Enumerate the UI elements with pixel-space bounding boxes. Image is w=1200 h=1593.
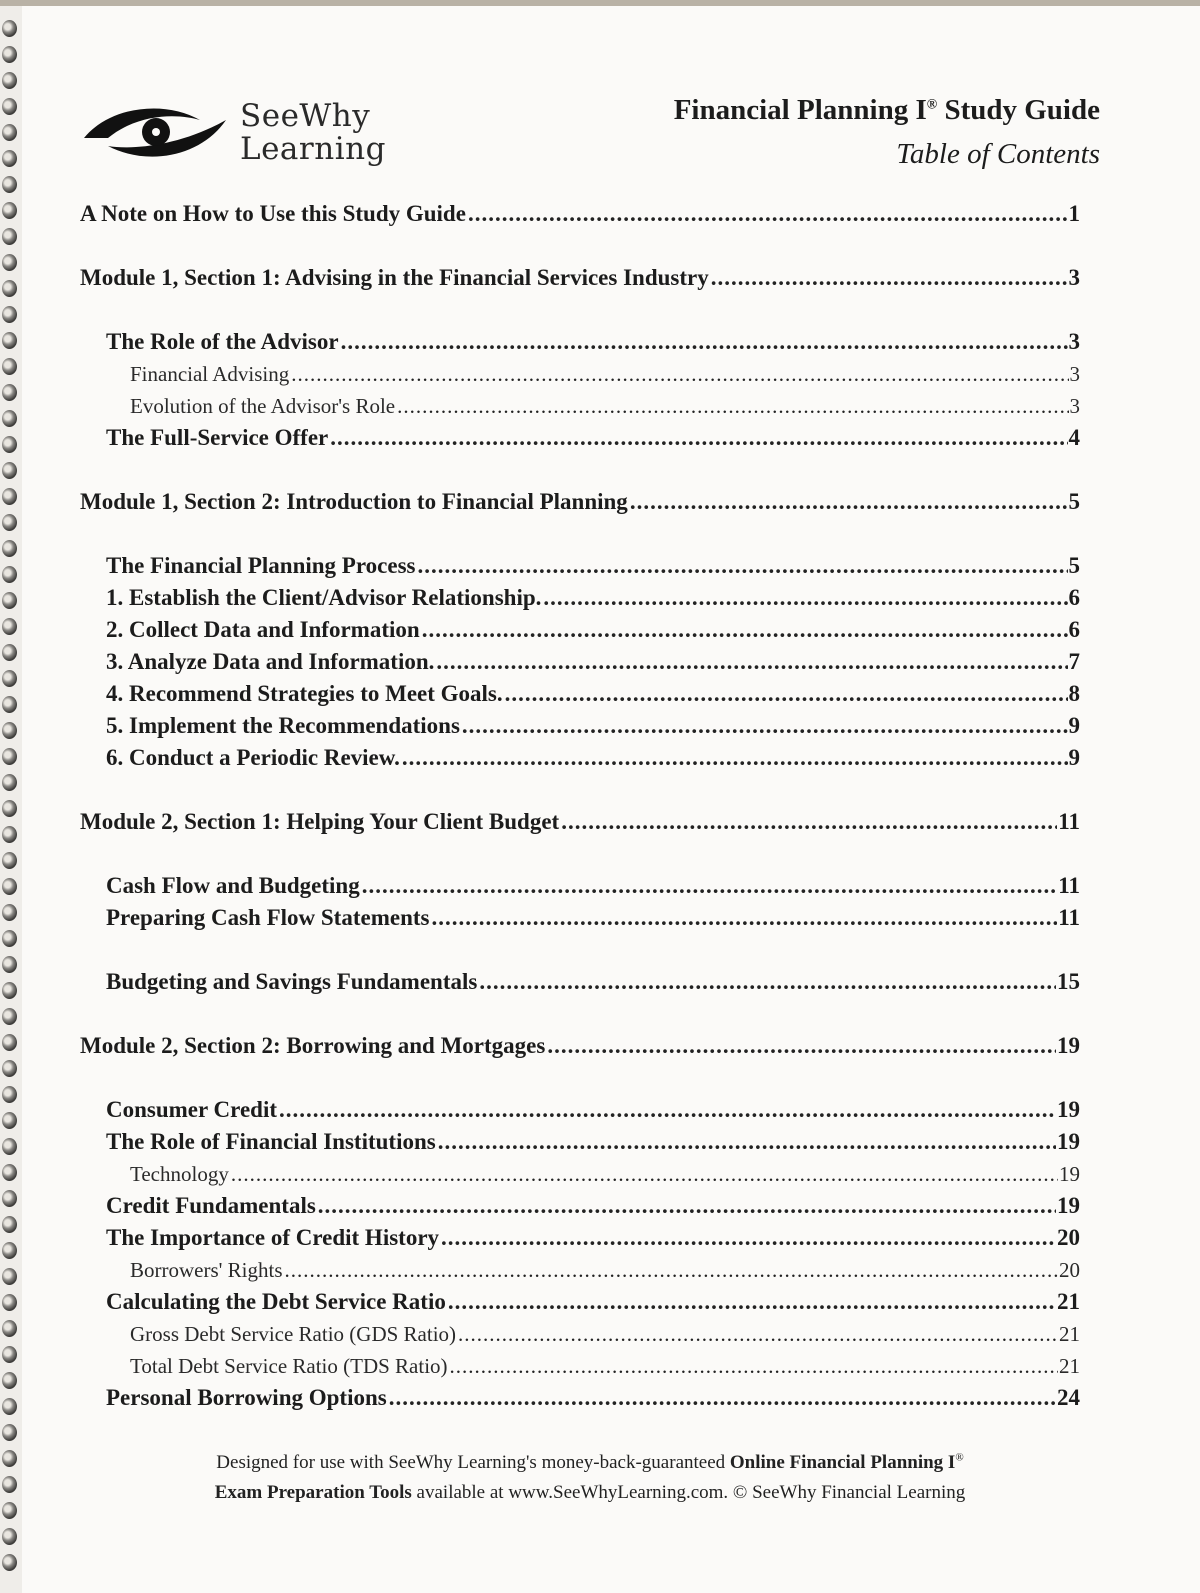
toc-dot-leader xyxy=(450,1352,1058,1380)
toc-entry-title: The Full-Service Offer xyxy=(106,425,329,450)
spiral-coil xyxy=(2,670,17,687)
toc-entry-page: 15 xyxy=(1057,969,1080,994)
toc-entry xyxy=(80,424,1080,454)
toc-dot-leader xyxy=(318,1192,1056,1220)
spiral-coil xyxy=(2,878,17,895)
title-suffix: Study Guide xyxy=(937,94,1100,126)
spiral-binding xyxy=(0,20,24,1580)
spiral-coil xyxy=(2,1372,17,1389)
toc-entry-page: 11 xyxy=(1058,905,1080,930)
spiral-coil xyxy=(2,306,17,323)
toc-entry-page: 11 xyxy=(1058,873,1080,898)
toc-dot-leader xyxy=(341,328,1068,356)
logo-line-2: Learning xyxy=(240,131,386,167)
toc-entry-title: Evolution of the Advisor's Role xyxy=(130,394,396,418)
toc-entry-page: 24 xyxy=(1057,1385,1080,1410)
toc-entry-title: 2. Collect Data and Information xyxy=(106,617,420,642)
spiral-coil xyxy=(2,930,17,947)
toc-dot-leader xyxy=(711,264,1068,292)
spiral-coil xyxy=(2,176,17,193)
spiral-coil xyxy=(2,618,17,635)
spiral-coil xyxy=(2,774,17,791)
footer-tools-name: Exam Preparation Tools xyxy=(214,1482,412,1503)
footer-line-1-text: Designed for use with SeeWhy Learning's money-back-guaranteed xyxy=(216,1452,730,1473)
toc-entry-page: 8 xyxy=(1068,681,1080,706)
toc-entry-title: Module 1, Section 1: Advising in the Financial Services Industry xyxy=(80,265,709,290)
toc-entry xyxy=(80,360,1080,390)
toc-entry-page: 19 xyxy=(1059,1162,1080,1186)
toc-entry-title: Module 2, Section 2: Borrowing and Mortgages xyxy=(80,1033,546,1058)
toc-entry-title: Module 1, Section 2: Introduction to Financial Planning xyxy=(80,489,628,514)
toc-entry-page: 6 xyxy=(1068,585,1080,610)
eye-icon xyxy=(80,98,230,168)
toc-dot-leader xyxy=(417,552,1067,580)
toc-entry-title: Preparing Cash Flow Statements xyxy=(106,905,430,930)
spiral-coil xyxy=(2,1242,17,1259)
toc-entry xyxy=(80,552,1080,582)
spiral-coil xyxy=(2,228,17,245)
footer-product-name: Online Financial Planning I xyxy=(729,1452,956,1473)
spiral-coil xyxy=(2,1216,17,1233)
toc-entry-title: Gross Debt Service Ratio (GDS Ratio) xyxy=(130,1322,457,1346)
spiral-coil xyxy=(2,1138,17,1155)
toc-entry-page: 1 xyxy=(1068,201,1080,226)
toc-dot-leader xyxy=(330,424,1067,452)
toc-dot-leader xyxy=(285,1256,1058,1284)
toc-entry-title: The Role of Financial Institutions xyxy=(106,1129,436,1154)
toc-entry-page: 9 xyxy=(1068,745,1080,770)
toc-entry-title: 4. Recommend Strategies to Meet Goals. xyxy=(106,681,503,706)
spiral-coil xyxy=(2,696,17,713)
spiral-coil xyxy=(2,852,17,869)
spiral-coil xyxy=(2,1112,17,1129)
toc-dot-leader xyxy=(291,360,1068,388)
spiral-coil xyxy=(2,1190,17,1207)
spiral-coil xyxy=(2,540,17,557)
toc-dot-leader xyxy=(479,968,1056,996)
toc-entry-page: 3 xyxy=(1069,394,1080,418)
footer-line-2 xyxy=(60,1478,1120,1508)
toc-entry-title: Financial Advising xyxy=(130,362,290,386)
toc-entry-title: The Importance of Credit History xyxy=(106,1225,440,1250)
spiral-coil xyxy=(2,1086,17,1103)
toc-dot-leader xyxy=(505,680,1068,708)
toc-dot-leader xyxy=(397,392,1068,420)
toc-entry-page: 5 xyxy=(1068,553,1080,578)
toc-entry xyxy=(80,1128,1080,1158)
logo-line-1: SeeWhy xyxy=(240,98,371,134)
spiral-coil xyxy=(2,1268,17,1285)
toc-entry xyxy=(80,904,1080,934)
toc-entry-title: 1. Establish the Client/Advisor Relationship. xyxy=(106,585,542,610)
spiral-coil xyxy=(2,1164,17,1181)
spiral-coil xyxy=(2,748,17,765)
spiral-coil xyxy=(2,800,17,817)
toc-dot-leader xyxy=(468,200,1068,228)
toc-dot-leader xyxy=(436,648,1067,676)
toc-dot-leader xyxy=(561,808,1057,836)
spiral-coil xyxy=(2,1398,17,1415)
toc-dot-leader xyxy=(438,1128,1056,1156)
toc-entry-page: 3 xyxy=(1068,265,1080,290)
spiral-coil xyxy=(2,566,17,583)
toc-entry-title: Personal Borrowing Options xyxy=(106,1385,387,1410)
toc-entry xyxy=(80,680,1080,710)
toc-entry xyxy=(80,744,1080,774)
spiral-coil xyxy=(2,1034,17,1051)
spiral-coil xyxy=(2,20,17,37)
page-footer xyxy=(60,1448,1120,1508)
toc-entry-title: Technology xyxy=(130,1162,229,1186)
toc-entry xyxy=(80,1256,1080,1286)
toc-dot-leader xyxy=(441,1224,1056,1252)
spiral-coil xyxy=(2,462,17,479)
spiral-coil xyxy=(2,150,17,167)
toc-entry-title: Calculating the Debt Service Ratio xyxy=(106,1289,446,1314)
spiral-coil xyxy=(2,1008,17,1025)
spiral-coil xyxy=(2,332,17,349)
toc-dot-leader xyxy=(402,744,1068,772)
spiral-coil xyxy=(2,124,17,141)
toc-entry-title: A Note on How to Use this Study Guide xyxy=(80,201,466,226)
spiral-coil xyxy=(2,436,17,453)
document-subtitle: Table of Contents xyxy=(896,138,1100,170)
toc-entry xyxy=(80,488,1080,518)
toc-entry-title: 6. Conduct a Periodic Review. xyxy=(106,745,400,770)
spiral-coil xyxy=(2,1060,17,1077)
toc-entry xyxy=(80,328,1080,358)
footer-registered-mark: ® xyxy=(955,1451,964,1464)
spiral-coil xyxy=(2,1554,17,1571)
spiral-coil xyxy=(2,982,17,999)
toc-entry xyxy=(80,1192,1080,1222)
toc-entry xyxy=(80,648,1080,678)
spiral-coil xyxy=(2,202,17,219)
toc-entry xyxy=(80,616,1080,646)
toc-dot-leader xyxy=(462,712,1068,740)
toc-entry xyxy=(80,808,1080,838)
toc-entry-page: 3 xyxy=(1068,329,1080,354)
spiral-coil xyxy=(2,46,17,63)
toc-entry xyxy=(80,392,1080,422)
spiral-coil xyxy=(2,956,17,973)
toc-entry-title: Total Debt Service Ratio (TDS Ratio) xyxy=(130,1354,448,1378)
toc-entry-page: 19 xyxy=(1057,1129,1080,1154)
toc-entry xyxy=(80,1032,1080,1062)
toc-dot-leader xyxy=(543,584,1067,612)
footer-line-1 xyxy=(60,1448,1120,1478)
spiral-coil xyxy=(2,384,17,401)
toc-entry-title: Module 2, Section 1: Helping Your Client Budget xyxy=(80,809,560,834)
toc-entry xyxy=(80,1224,1080,1254)
spiral-coil xyxy=(2,1424,17,1441)
footer-line-2-text: available at www.SeeWhyLearning.com. © SeeWhy Financial Learning xyxy=(411,1482,966,1503)
spiral-coil xyxy=(2,644,17,661)
toc-entry xyxy=(80,200,1080,230)
toc-entry-page: 3 xyxy=(1069,362,1080,386)
toc-entry-page: 20 xyxy=(1059,1258,1080,1282)
spiral-coil xyxy=(2,1294,17,1311)
spiral-coil xyxy=(2,254,17,271)
toc-entry xyxy=(80,1320,1080,1350)
spiral-coil xyxy=(2,722,17,739)
toc-entry xyxy=(80,1096,1080,1126)
spiral-coil xyxy=(2,1502,17,1519)
toc-entry-page: 19 xyxy=(1057,1033,1080,1058)
toc-entry xyxy=(80,968,1080,998)
spiral-coil xyxy=(2,592,17,609)
toc-dot-leader xyxy=(448,1288,1056,1316)
document-title xyxy=(674,94,1100,127)
toc-entry xyxy=(80,1160,1080,1190)
toc-entry-page: 20 xyxy=(1057,1225,1080,1250)
spiral-coil xyxy=(2,358,17,375)
toc-dot-leader xyxy=(362,872,1058,900)
toc-entry-page: 19 xyxy=(1057,1193,1080,1218)
toc-entry-title: 3. Analyze Data and Information. xyxy=(106,649,435,674)
toc-entry xyxy=(80,264,1080,294)
spiral-coil xyxy=(2,1476,17,1493)
title-registered-mark: ® xyxy=(926,97,938,113)
spiral-coil xyxy=(2,1528,17,1545)
toc-entry-page: 9 xyxy=(1068,713,1080,738)
spiral-coil xyxy=(2,904,17,921)
toc-dot-leader xyxy=(431,904,1057,932)
toc-entry-title: Budgeting and Savings Fundamentals xyxy=(106,969,478,994)
toc-entry xyxy=(80,1352,1080,1382)
spiral-coil xyxy=(2,488,17,505)
spiral-coil xyxy=(2,98,17,115)
toc-entry-title: The Financial Planning Process xyxy=(106,553,416,578)
spiral-coil xyxy=(2,1450,17,1467)
toc-entry-page: 21 xyxy=(1059,1322,1080,1346)
toc-entry-title: The Role of the Advisor xyxy=(106,329,339,354)
toc-entry-page: 5 xyxy=(1068,489,1080,514)
spiral-coil xyxy=(2,826,17,843)
toc-entry-page: 19 xyxy=(1057,1097,1080,1122)
toc-entry xyxy=(80,1384,1080,1414)
toc-entry-page: 21 xyxy=(1057,1289,1080,1314)
toc-entry-title: Cash Flow and Budgeting xyxy=(106,873,360,898)
spiral-coil xyxy=(2,514,17,531)
seewhy-logo xyxy=(80,94,400,174)
toc-dot-leader xyxy=(279,1096,1056,1124)
toc-dot-leader xyxy=(231,1160,1058,1188)
toc-entry-page: 4 xyxy=(1068,425,1080,450)
toc-entry-title: Credit Fundamentals xyxy=(106,1193,316,1218)
page-header xyxy=(80,88,1100,188)
toc-entry-title: 5. Implement the Recommendations xyxy=(106,713,460,738)
toc-entry xyxy=(80,1288,1080,1318)
toc-entry-page: 11 xyxy=(1058,809,1080,834)
toc-entry xyxy=(80,872,1080,902)
toc-entry xyxy=(80,712,1080,742)
toc-dot-leader xyxy=(458,1320,1058,1348)
toc-entry-page: 6 xyxy=(1068,617,1080,642)
spiral-coil xyxy=(2,1346,17,1363)
toc-entry-page: 21 xyxy=(1059,1354,1080,1378)
toc-entry-title: Consumer Credit xyxy=(106,1097,278,1122)
spiral-coil xyxy=(2,1320,17,1337)
spiral-coil xyxy=(2,410,17,427)
toc-entry-page: 7 xyxy=(1068,649,1080,674)
toc-dot-leader xyxy=(389,1384,1056,1412)
toc-entry-title: Borrowers' Rights xyxy=(130,1258,283,1282)
spiral-coil xyxy=(2,72,17,89)
title-main: Financial Planning I xyxy=(673,94,927,126)
toc-dot-leader xyxy=(547,1032,1056,1060)
logo-wordmark xyxy=(240,100,386,166)
toc-dot-leader xyxy=(630,488,1068,516)
toc-dot-leader xyxy=(422,616,1068,644)
spiral-coil xyxy=(2,280,17,297)
toc-entry xyxy=(80,584,1080,614)
